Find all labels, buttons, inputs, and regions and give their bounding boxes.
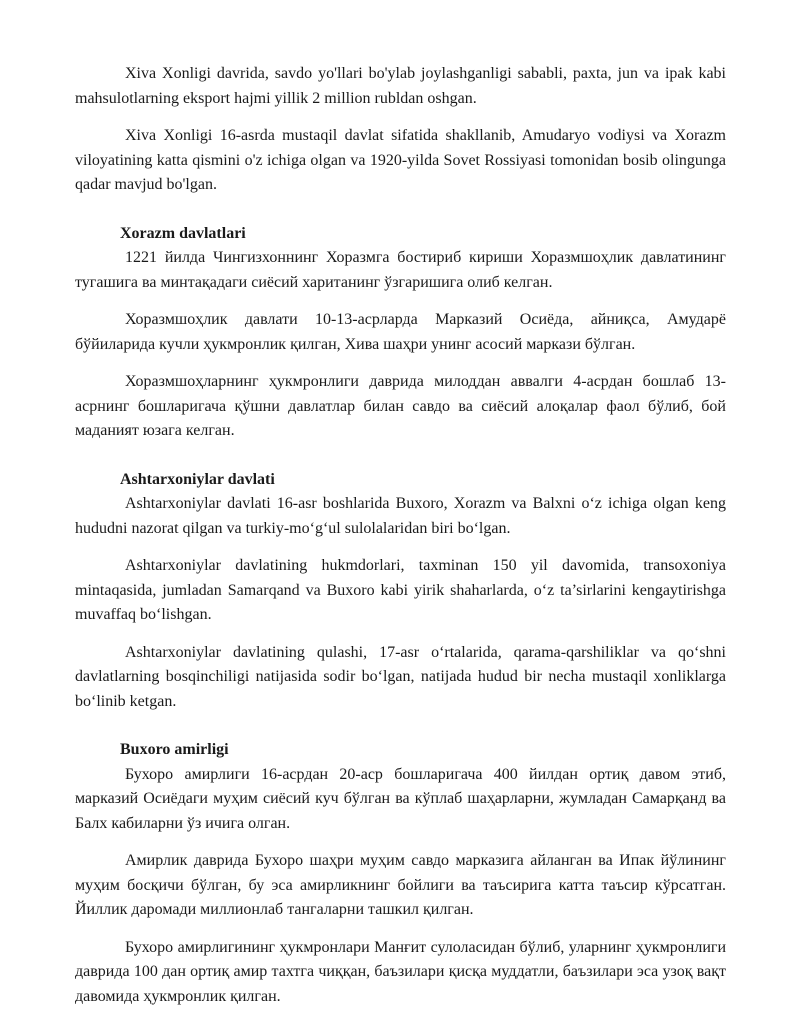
document-page — [75, 62, 726, 1009]
paragraph-ashtarxoniylar-1: Ashtarxoniylar davlati 16-asr boshlarida Buxoro, Xorazm va Balxni o‘z ichiga olgan keng hududni nazorat qilgan va turkiy-mo‘g‘ul sulolalaridan biri bo‘lgan. — [75, 495, 726, 537]
paragraph-xorazm-3: Хоразмшоҳларнинг ҳукмронлиги даврида милоддан аввалги 4-асрдан бошлаб 13-асрнинг бошларигача қўшни давлатлар билан савдо ва сиёсий алоқалар фаол бўлиб, бой маданият юзага келган. — [75, 373, 726, 439]
paragraph-xorazm-2: Хоразмшоҳлик давлати 10-13-асрларда Марказий Осиёда, айниқса, Амударё бўйиларида кучли ҳукмронлик қилган, Хива шаҳри унинг асосий маркази бўлган. — [75, 311, 726, 353]
paragraph-ashtarxoniylar-3: Ashtarxoniylar davlatining qulashi, 17-asr o‘rtalarida, qarama-qarshiliklar va qo‘shni davlatlarning bosqinchiligi natijasida sodir bo‘lgan, natijada hudud bir necha mustaqil xonliklarga bo‘linib ketgan. — [75, 643, 726, 710]
section-heading-buxoro: Buxoro amirligi — [120, 741, 229, 758]
paragraph-intro-2: Xiva Xonligi 16-asrda mustaqil davlat sifatida shakllanib, Amudaryo vodiysi va Xorazm viloyatining katta qismini o'z ichiga olgan va 1920-yilda Sovet Rossiyasi tomonidan bosib olingunga qadar mavjud bo'lgan. — [75, 127, 726, 193]
paragraph-xorazm-1: 1221 йилда Чингизхоннинг Хоразмга бостириб кириши Хоразмшоҳлик давлатининг тугашига ва минтақадаги сиёсий хаританинг ўзгаришига олиб келган. — [75, 249, 726, 291]
section-heading-ashtarxoniylar: Ashtarxoniylar davlati — [120, 470, 275, 488]
paragraph-ashtarxoniylar-2: Ashtarxoniylar davlatining hukmdorlari, taxminan 150 yil davomida, transoxoniya mintaqasida, jumladan Samarqand va Buxoro kabi yirik shaharlarda, o‘z ta’sirlarini kengaytirishga muvaffaq bo‘lishgan. — [75, 557, 726, 623]
section-heading-xorazm: Xorazm davlatlari — [120, 224, 246, 242]
paragraph-buxoro-3: Бухоро амирлигининг ҳукмронлари Манғит сулоласидан бўлиб, уларнинг ҳукмронлиги даврида 100 дан ортиқ амир тахтга чиққан, баъзилари қисқа муддатли, баъзилари эса узоқ вақт давомида ҳукмронлик қилган. — [75, 938, 726, 1005]
paragraph-buxoro-2: Амирлик даврида Бухоро шаҳри муҳим савдо марказига айланган ва Ипак йўлининг муҳим босқичи бўлган, бу эса амирликнинг бойлиги ва таъсирига катта таъсир кўрсатган. Йиллик даромади миллионлаб тангаларни ташкил қилган. — [75, 852, 726, 918]
paragraph-buxoro-1: Бухоро амирлиги 16-асрдан 20-аср бошларигача 400 йилдан ортиқ давом этиб, марказий Осиёдаги муҳим сиёсий куч бўлган ва кўплаб шаҳарларни, жумладан Самарқанд ва Балх кабиларни ўз ичига олган. — [75, 765, 726, 832]
paragraph-intro-1: Xiva Xonligi davrida, savdo yo'llari bo'ylab joylashganligi sababli, paxta, jun va ipak kabi mahsulotlarning eksport hajmi yillik 2 million rubldan oshgan. — [75, 65, 726, 107]
